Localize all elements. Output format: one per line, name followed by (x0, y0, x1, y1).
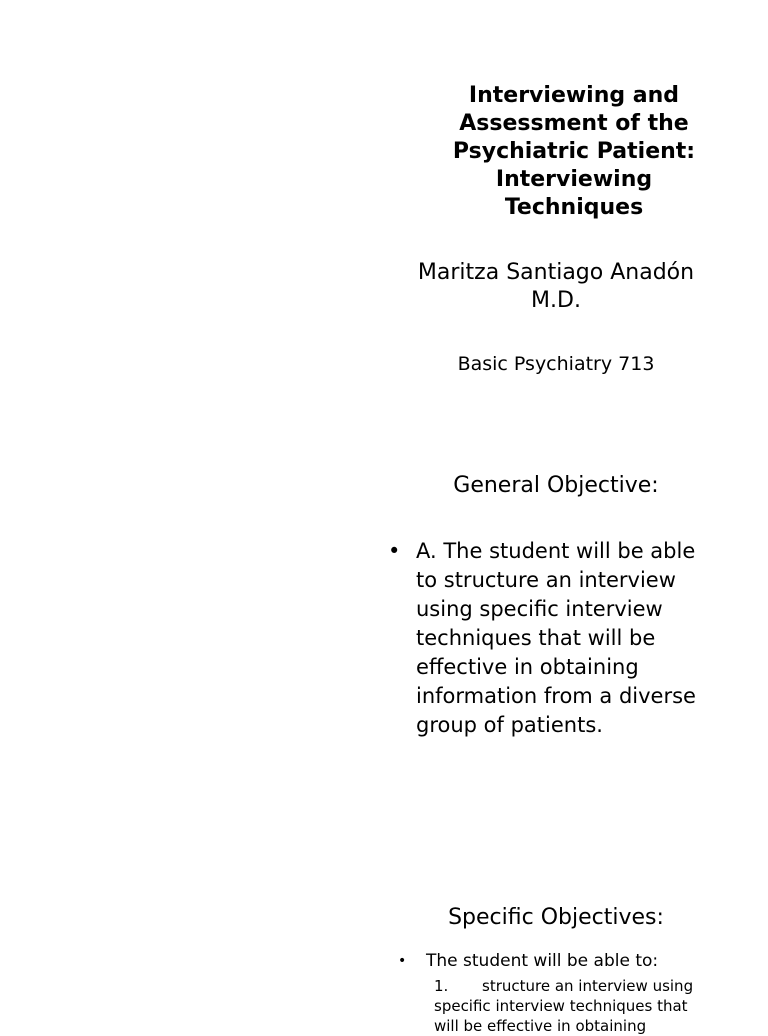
author-block (384, 259, 728, 315)
bullet-icon: • (388, 539, 401, 563)
author-name: Maritza Santiago Anadón (417, 260, 695, 285)
title-line: Interviewing and (468, 83, 680, 108)
page-title (384, 82, 764, 222)
title-line: Techniques (504, 195, 644, 220)
author-degree: M.D. (531, 288, 581, 313)
item-number: 1. (434, 977, 449, 995)
specific-intro: The student will be able to: (426, 951, 659, 971)
specific-objectives (384, 950, 728, 1036)
item-text: structure an interview using specific interview techniques that will be effective in obtaining (434, 977, 694, 1035)
specific-objectives-heading: Specific Objectives: (448, 905, 664, 930)
general-objective-heading: General Objective: (453, 473, 659, 498)
title-line: Interviewing (495, 167, 653, 192)
list-item (384, 950, 728, 972)
general-objective-text: A. The student will be able to structure an interview using specific interview techniques that will be effective in obtaining information from a diverse group of patients. (416, 539, 696, 737)
title-line: Psychiatric Patient: (452, 139, 696, 164)
title-line: Assessment of the (459, 111, 689, 136)
course-name: Basic Psychiatry 713 (457, 353, 655, 375)
bullet-icon: • (398, 953, 407, 969)
sub-list-item (434, 976, 728, 1036)
general-objective (384, 537, 728, 740)
list-item (384, 537, 728, 740)
